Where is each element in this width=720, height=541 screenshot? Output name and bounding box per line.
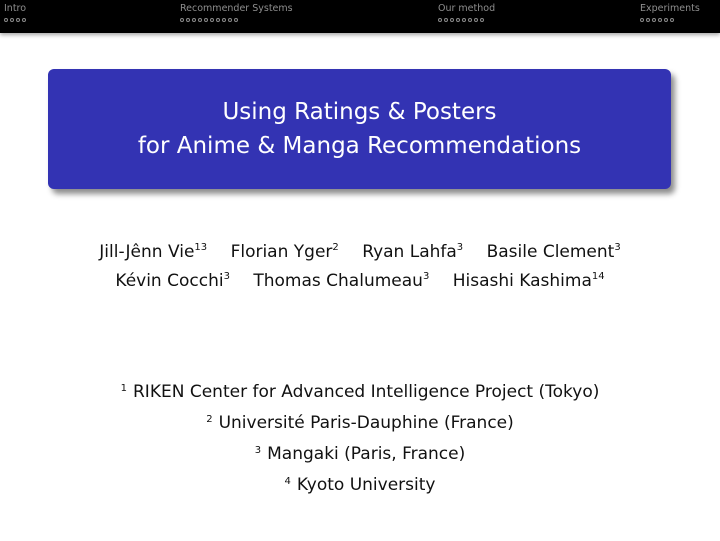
slide-dot[interactable]: [480, 18, 484, 22]
nav-progress-dots[interactable]: [180, 18, 293, 22]
affiliation: $^3$ Mangaki (Paris, France): [254, 444, 466, 464]
slide-dot[interactable]: [456, 18, 460, 22]
slide-dot[interactable]: [670, 18, 674, 22]
slide-dot[interactable]: [210, 18, 214, 22]
slide-dot[interactable]: [664, 18, 668, 22]
nav-progress-dots[interactable]: [640, 18, 700, 22]
nav-section-label[interactable]: Recommender Systems: [180, 3, 293, 14]
slide-dot[interactable]: [462, 18, 466, 22]
affiliation: $^2$ Université Paris-Dauphine (France): [206, 413, 514, 433]
affiliation: $^4$ Kyoto University: [284, 475, 436, 495]
author: Basile Clement$^3$: [486, 242, 621, 262]
nav-section-label[interactable]: Experiments: [640, 3, 700, 14]
slide-dot[interactable]: [198, 18, 202, 22]
nav-progress-dots[interactable]: [4, 18, 26, 22]
slide-dot[interactable]: [222, 18, 226, 22]
slide-dot[interactable]: [468, 18, 472, 22]
navigation-bar: [0, 0, 720, 33]
slide-dot[interactable]: [652, 18, 656, 22]
nav-section-label[interactable]: Our method: [438, 3, 496, 14]
nav-section-our-method[interactable]: [438, 3, 495, 22]
slide-title-line-1: Using Ratings & Posters: [222, 99, 497, 125]
slide-dot[interactable]: [22, 18, 26, 22]
author: Ryan Lahfa$^3$: [362, 242, 464, 262]
author: Hisashi Kashima$^{14}$: [452, 271, 605, 291]
slide-title-line-2: for Anime & Manga Recommendations: [137, 133, 582, 159]
slide-dot[interactable]: [474, 18, 478, 22]
slide-dot[interactable]: [4, 18, 8, 22]
nav-section-recommender-systems[interactable]: [180, 3, 293, 22]
slide-dot[interactable]: [228, 18, 232, 22]
slide-dot[interactable]: [180, 18, 184, 22]
slide-dot[interactable]: [216, 18, 220, 22]
author-row-2: [0, 267, 720, 296]
affiliation-list: [0, 375, 720, 499]
author: Kévin Cocchi$^3$: [115, 271, 230, 291]
author: Jill-Jênn Vie$^{13}$: [99, 242, 208, 262]
nav-section-experiments[interactable]: [640, 3, 700, 22]
nav-progress-dots[interactable]: [438, 18, 495, 22]
slide-dot[interactable]: [234, 18, 238, 22]
slide-dot[interactable]: [646, 18, 650, 22]
author: Thomas Chalumeau$^3$: [253, 271, 430, 291]
nav-section-intro[interactable]: [4, 3, 26, 22]
slide-dot[interactable]: [204, 18, 208, 22]
affiliation: $^1$ RIKEN Center for Advanced Intelligence Project (Tokyo): [120, 382, 600, 402]
author-row-1: [0, 238, 720, 267]
author-list: [0, 238, 720, 296]
slide-dot[interactable]: [444, 18, 448, 22]
slide-dot[interactable]: [192, 18, 196, 22]
slide-dot[interactable]: [658, 18, 662, 22]
slide-dot[interactable]: [438, 18, 442, 22]
slide-dot[interactable]: [640, 18, 644, 22]
slide-dot[interactable]: [16, 18, 20, 22]
author: Florian Yger$^2$: [230, 242, 339, 262]
slide-dot[interactable]: [450, 18, 454, 22]
slide-dot[interactable]: [186, 18, 190, 22]
slide-dot[interactable]: [10, 18, 14, 22]
title-block: [48, 69, 671, 189]
nav-section-label[interactable]: Intro: [4, 3, 27, 14]
